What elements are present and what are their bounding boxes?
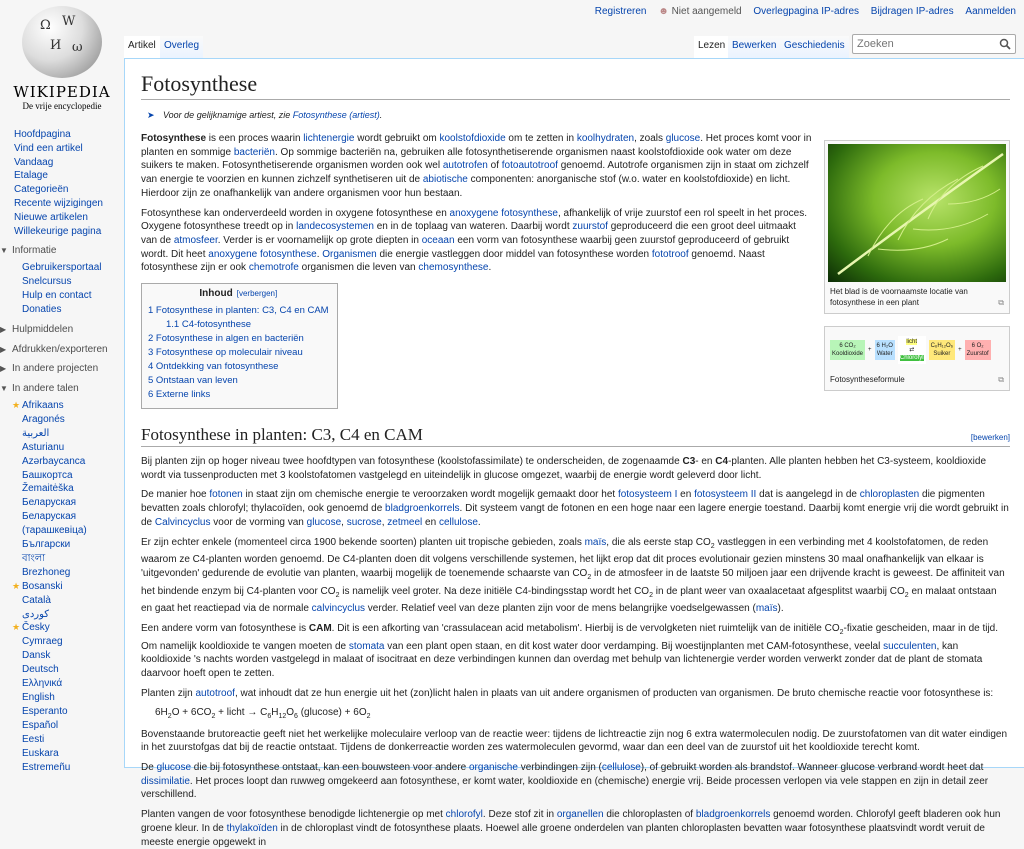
sidebar-item-hoofdpagina[interactable]: Hoofdpagina bbox=[14, 129, 71, 140]
language-link[interactable]: English bbox=[22, 692, 55, 704]
login-link[interactable]: Aanmelden bbox=[965, 6, 1016, 17]
language-link[interactable]: ★ Česky bbox=[12, 622, 50, 634]
reaction-equation: $6H_2O + 6CO_2$ + licht → $C_6H_{12}O_6$ $(glucose) + 6O_2$ bbox=[155, 706, 371, 720]
formula-co2: 6 CO₂ Kooldioxide bbox=[830, 340, 865, 360]
portal-afdrukken-exporteren bbox=[0, 343, 124, 357]
enlarge-icon[interactable]: ⧉ bbox=[998, 298, 1004, 307]
inline-link[interactable]: fotonen bbox=[209, 489, 243, 501]
formula-image[interactable] bbox=[828, 330, 1006, 370]
inline-link[interactable]: bladgroenkorrels bbox=[385, 503, 460, 515]
section-paragraph: Bovenstaande brutoreactie geeft niet het werkelijke moleculaire verloop van de reactie weer: tijdens de lichtreactie zijn nog 6 extra watermoleculen nodig. De zuurstofatomen van dit water eindigen in het zuurstofgas dat bij de reactie ontstaat. Tijdens de donkerreactie worden zes watermoleculen gevormd, waar dan een deel van de zuurstof uit het kooldioxide terecht komt. bbox=[141, 728, 1008, 754]
featured-star-icon: ★ bbox=[12, 399, 21, 410]
sidebar bbox=[0, 128, 124, 774]
section-paragraph: Bij planten zijn op hoger niveau twee hoofdtypen van fotosynthese (koolstofassimilate) te onderscheiden, de zogenaamde C3- en C4-planten. Alle planten hebben het C3-systeem, kooldioxide wordt via tussenproducten met 3 koolstofatomen vastgelegd en uiteindelijk in glucose omgezet, waarbij de energie wordt geleverd door licht. bbox=[141, 456, 987, 481]
inline-link[interactable]: anoxygene fotosynthese bbox=[208, 248, 317, 260]
language-link[interactable]: Ελληνικά bbox=[22, 678, 63, 690]
featured-star-icon: ★ bbox=[12, 580, 21, 591]
portal-informatie bbox=[0, 244, 124, 316]
sidebar-item-donaties[interactable]: Donaties bbox=[22, 303, 62, 315]
toc-item[interactable]: 4 Ontdekking van fotosynthese bbox=[148, 361, 279, 373]
language-link[interactable]: Dansk bbox=[22, 650, 51, 662]
toc-item[interactable]: 6 Externe links bbox=[148, 389, 211, 401]
inline-link[interactable]: koolstofdioxide bbox=[439, 133, 506, 144]
sidebar-item-gebruikersportaal[interactable]: Gebruikersportaal bbox=[22, 262, 102, 274]
search-icon[interactable] bbox=[999, 38, 1011, 50]
inline-link[interactable]: cellulose bbox=[438, 516, 478, 528]
inline-link[interactable]: succulenten bbox=[883, 640, 937, 652]
section-paragraph: Er zijn echter enkele (momenteel circa 1900 bekende soorten) planten uit tropische gebieden, zoals maïs, die als eerste stap $CO_2$ vastleggen in een verbinding met 4 koolstofatomen, de reden waarom ze C4-planten worden genoemd. De C4-planten doen dit volgens verschillende systemen, het lijkt erop dat dit proces evolutionair gezien minstens 30 maal onafhankelijk van elkaar is 'uitgevonden' gedurende de evolutie van planten, waarbij mogelijk de toenemende schaarste van $CO_2$ in de atmosfeer in de laatste 50 miljoen jaar een drijvende kracht is geweest. De affiniteit van het bindende enzym bij C4-planten voor $CO_2$ is namelijk veel groter. Na deze initiële C4-bindingsstap wordt het $CO_2$ in de plant weer van oxaalacetaat afgesplitst waarbij $CO_2$ en malaat ontstaan en gaat het reactiepad via de normale calvincyclus verder. Relatief veel van deze planten zijn voor de mens belangrijke voedselgewassen (maïs). bbox=[141, 536, 1005, 615]
intro-paragraph-1: Fotosynthese is een proces waarin lichtenergie wordt gebruikt om koolstofdioxide om te zetten in koolhydraten, zoals glucose. Het proces komt voor in planten en sommige bacteriën. Op sommige bacteriën na, gebruiken alle fotosynthetiserende organismen naast koolstofdioxide ook water om deze suikers te maken. Fotosynthetiserende organismen worden ook wel autotrofen of fotoautotroof genoemd. Autotrofe organismen zijn in staat om zichzelf van energie te voorzien en kunnen zichzelf synthetiseren uit de abiotische componenten: anorganische stof (w.o. water en koolstofdioxide) en licht. Hierdoor zijn ze onafhankelijk van andere organismen voor hun bestaan. bbox=[141, 133, 812, 199]
portal-heading-languages[interactable]: ▼ In andere talen bbox=[0, 383, 79, 395]
toc-item[interactable]: 5 Ontstaan van leven bbox=[148, 375, 238, 387]
language-link[interactable]: Esperanto bbox=[22, 705, 68, 717]
inline-link[interactable]: organische bbox=[469, 761, 518, 773]
inline-link[interactable]: anoxygene fotosynthese bbox=[449, 207, 558, 219]
language-link[interactable]: ★ Afrikaans bbox=[12, 399, 64, 411]
inline-link[interactable]: glucose bbox=[665, 133, 701, 144]
language-link[interactable]: Estremeñu bbox=[22, 761, 71, 773]
sidebar-item-snelcursus[interactable]: Snelcursus bbox=[22, 276, 72, 288]
tab-talk[interactable]: Overleg bbox=[160, 36, 203, 58]
main-content bbox=[124, 58, 1024, 848]
inline-link[interactable]: Organismen bbox=[322, 248, 377, 260]
language-link[interactable]: বাংলা bbox=[22, 552, 46, 564]
section-paragraph: Planten zijn autotroof, wat inhoudt dat ze hun energie uit het (zon)licht halen in plaats van uit andere organismen of producten van organismen. De bruto chemische reactie voor fotosynthese is: bbox=[141, 687, 994, 699]
inline-link[interactable]: cellulose bbox=[601, 761, 641, 773]
inline-link[interactable]: landecosystemen bbox=[296, 221, 374, 233]
language-link[interactable]: Aragonés bbox=[22, 413, 65, 425]
inline-link[interactable]: chemotrofe bbox=[248, 262, 299, 274]
thumbnail-caption: Fotosyntheseformule ⧉ bbox=[830, 375, 1004, 384]
formula-o2: 6 O₂ Zuurstof bbox=[965, 340, 991, 360]
user-icon: ☻ bbox=[658, 6, 669, 17]
collapse-arrow-icon: ▶ bbox=[0, 364, 7, 374]
language-link[interactable]: Euskara bbox=[22, 747, 59, 759]
section-paragraph: De glucose die bij fotosynthese ontstaat, kan een bouwsteen voor andere organische verbindingen zijn (cellulose), of gebruikt worden als brandstof. Wanneer glucose verbrand wordt heet dat dissimilatie. Het proces loopt dan ruwweg omgekeerd aan fotosynthese, er komt water, kooldioxide en (chemische) energie vrij. Beide processen verlopen via vele stappen en zijn in detail zeer verschillend. bbox=[141, 761, 989, 801]
portal-heading-afdrukken-exporteren[interactable]: ▶ Afdrukken/exporteren bbox=[0, 343, 108, 355]
language-link[interactable]: Español bbox=[22, 719, 59, 731]
sidebar-item-etalage[interactable]: Etalage bbox=[14, 170, 48, 182]
language-link[interactable]: Brezhoneg bbox=[22, 566, 71, 578]
leaf-image[interactable] bbox=[828, 144, 1006, 282]
language-link[interactable]: Eesti bbox=[22, 733, 45, 745]
language-link[interactable]: Cymraeg bbox=[22, 636, 63, 648]
sidebar-item-willekeurige-pagina[interactable]: Willekeurige pagina bbox=[14, 225, 102, 237]
language-link[interactable]: Беларуская bbox=[22, 497, 77, 509]
inline-link[interactable]: bladgroenkorrels bbox=[695, 809, 771, 821]
formula-h2o: 6 H₂O Water bbox=[875, 340, 895, 360]
featured-star-icon: ★ bbox=[12, 622, 21, 633]
inline-link[interactable]: stomata bbox=[348, 640, 385, 652]
ip-talk-link[interactable]: Overlegpagina IP-adres bbox=[753, 6, 860, 17]
portal-languages bbox=[0, 382, 124, 774]
inline-link[interactable]: chloroplasten bbox=[859, 489, 920, 501]
inline-link[interactable]: lichtenergie bbox=[303, 133, 355, 144]
tab-read[interactable]: Lezen bbox=[694, 36, 729, 58]
inline-link[interactable]: bacteriën bbox=[233, 146, 275, 158]
section-heading: Fotosynthese in planten: C3, C4 en CAM [bewerken] bbox=[141, 425, 1010, 447]
inline-link[interactable]: autotrofen bbox=[442, 160, 488, 172]
portal-heading-informatie[interactable]: ▼ Informatie bbox=[0, 245, 57, 257]
section-paragraph: Planten vangen de voor fotosynthese benodigde lichtenergie op met chlorofyl. Deze stof zit in organellen die chloroplasten of bladgroenkorrels genoemd worden. Chlorofyl geeft bladeren ook hun groene kleur. In de thylakoïden in de chloroplast vindt de fotosynthese plaats. Hoewel alle groene onderdelen van planten chloroplasten bevatten waar fotosynthese plaatsvindt wordt veruit de meeste energie opgewekt in bbox=[141, 809, 1001, 848]
language-link[interactable]: Žemaitėška bbox=[22, 483, 74, 495]
language-link[interactable]: Български bbox=[22, 539, 71, 551]
hatnote-link[interactable]: Fotosynthese (artiest) bbox=[292, 110, 380, 120]
sidebar-item-vind-een-artikel[interactable]: Vind een artikel bbox=[14, 142, 83, 154]
personal-tools bbox=[595, 6, 1016, 17]
toc-item[interactable]: 1.1 C4-fotosynthese bbox=[166, 319, 252, 331]
anon-status: ☻ Niet aangemeld bbox=[658, 6, 742, 17]
language-link[interactable]: Asturianu bbox=[22, 441, 65, 453]
expand-arrow-icon: ▼ bbox=[0, 246, 8, 256]
sidebar-item-vandaag[interactable]: Vandaag bbox=[14, 156, 54, 168]
thumbnail-caption: Het blad is de voornaamste locatie van fotosynthese in een plant ⧉ bbox=[830, 287, 1004, 307]
section-paragraph: Een andere vorm van fotosynthese is CAM. Dit is een afkorting van 'crassulacean acid metabolism'. Hierbij is de vervolgketen niet ruimtelijk van de initiële $CO_2$-fixatie gescheiden, maar in de tijd. Om namelijk kooldioxide te vangen moeten de stomata van een plant open staan, en dit kost water door verdamping. Bij woestijnplanten met CAM-fotosynthese, veelal succulenten, kan kooldioxide 's nachts worden vastgelegd in malaat of isocitraat en deze verbindingen kunnen dan overdag met behulp van lichtenergie verder worden verwerkt zonder dat de plant de stomata daarvoor hoeft open te zetten. bbox=[141, 623, 999, 680]
language-link[interactable]: العربية bbox=[22, 427, 50, 439]
collapse-arrow-icon: ▶ bbox=[0, 324, 7, 334]
inline-link[interactable]: glucose bbox=[306, 516, 342, 528]
tab-history[interactable]: Geschiedenis bbox=[780, 36, 849, 58]
plus-sign: + bbox=[958, 347, 962, 353]
language-link[interactable]: ★ Bosanski bbox=[12, 580, 63, 592]
tab-article[interactable]: Artikel bbox=[124, 36, 160, 58]
inline-link[interactable]: koolhydraten bbox=[576, 133, 635, 144]
toc-toggle[interactable]: [verbergen] bbox=[236, 289, 278, 299]
inline-link[interactable]: fototroof bbox=[651, 248, 689, 260]
formula-sugar: C₆H₁₂O₆ Suiker bbox=[929, 340, 956, 360]
inline-link[interactable]: dissimilatie bbox=[141, 775, 190, 787]
ip-contribs-link[interactable]: Bijdragen IP-adres bbox=[870, 6, 954, 17]
inline-link[interactable]: abiotische bbox=[422, 174, 468, 186]
sidebar-navigation bbox=[0, 128, 124, 238]
toc-item[interactable]: 1 Fotosynthese in planten: C3, C4 en CAM bbox=[148, 305, 329, 317]
section-edit-link[interactable]: [bewerken] bbox=[970, 433, 1010, 443]
inline-link[interactable]: thylakoïden bbox=[226, 822, 278, 834]
page-title: Fotosynthese bbox=[141, 71, 1010, 100]
sidebar-item-hulp-en-contact[interactable]: Hulp en contact bbox=[22, 289, 92, 301]
inline-link[interactable]: zetmeel bbox=[387, 516, 423, 528]
toc-item[interactable]: 2 Fotosynthese in algen en bacteriën bbox=[148, 333, 304, 345]
formula-arrow: licht ⇄ Chlorofyl bbox=[898, 336, 926, 364]
sidebar-item-nieuwe-artikelen[interactable]: Nieuwe artikelen bbox=[14, 211, 88, 223]
inline-link[interactable]: autotroof bbox=[195, 687, 235, 699]
inline-link[interactable]: fotosysteem II bbox=[694, 489, 757, 501]
sidebar-item-recente-wijzigingen[interactable]: Recente wijzigingen bbox=[14, 197, 103, 209]
language-link[interactable]: Беларуская (тарашкевіца) bbox=[22, 511, 87, 537]
inline-link[interactable]: atmosfeer bbox=[173, 234, 218, 246]
inline-link[interactable]: maïs bbox=[755, 603, 778, 615]
portal-in-andere-projecten bbox=[0, 362, 124, 376]
thumbnail-formula bbox=[824, 326, 1010, 391]
portal-heading-in-andere-projecten[interactable]: ▶ In andere projecten bbox=[0, 363, 99, 375]
leaf-veins bbox=[828, 144, 1006, 282]
wikipedia-logo[interactable] bbox=[0, 0, 124, 120]
inline-link[interactable]: chemosynthese bbox=[418, 262, 489, 274]
logo-wordmark: WIKIPEDIA bbox=[13, 83, 111, 101]
language-link[interactable]: Deutsch bbox=[22, 664, 59, 676]
inline-link[interactable]: Calvincyclus bbox=[154, 516, 211, 528]
tab-edit[interactable]: Bewerken bbox=[728, 36, 780, 58]
collapse-arrow-icon: ▶ bbox=[0, 344, 7, 354]
inline-link[interactable]: oceaan bbox=[421, 234, 455, 246]
inline-link[interactable]: glucose bbox=[156, 761, 192, 773]
portal-heading-hulpmiddelen[interactable]: ▶ Hulpmiddelen bbox=[0, 323, 74, 335]
inline-link[interactable]: fotoautotroof bbox=[501, 160, 558, 172]
inline-link[interactable]: fotosysteem I bbox=[617, 489, 678, 501]
inline-link[interactable]: maïs bbox=[584, 536, 607, 548]
expand-arrow-icon: ▼ bbox=[0, 384, 8, 394]
section-paragraph: De manier hoe fotonen in staat zijn om chemische energie te veroorzaken wordt mogelijk gemaakt door het fotosysteem I en fotosysteem II dat is aangelegd in de chloroplasten die pigmenten bevatten zoals chlorofyl; thylacoïden, ook genoemd de bladgroenkorrels. Dit systeem vangt de fotonen en een hoge naar een lagere energie toestand. Daarbij komt energie vrij die wordt gebruikt in de Calvincyclus voor de vorming van glucose, sucrose, zetmeel en cellulose. bbox=[141, 489, 1009, 528]
plus-sign: + bbox=[868, 347, 872, 353]
sidebar-item-categorie-n[interactable]: Categorieën bbox=[14, 184, 69, 196]
language-link[interactable]: Català bbox=[22, 594, 51, 606]
enlarge-icon[interactable]: ⧉ bbox=[998, 375, 1004, 384]
table-of-contents bbox=[141, 283, 338, 409]
search-input[interactable] bbox=[853, 35, 993, 53]
intro-paragraph-2: Fotosynthese kan onderverdeeld worden in oxygene fotosynthese en anoxygene fotosynthese, afhankelijk of vrije zuurstof een rol speelt in het proces. Oxygene fotosynthese treedt op in landecosystemen en in de toplaag van wateren. Daarbij wordt zuurstof geproduceerd die een groot deel uitmaakt van de atmosfeer. Verder is er voornamelijk op grote diepten in oceaan een vorm van fotosynthese waarbij geen zuurstof geproduceerd of gebruikt wordt. Dit heet anoxygene fotosynthese. Organismen die energie vastleggen door middel van fotosynthese worden fototroof genoemd. Naast fotosynthese zijn er ook chemotrofe organismen die leven van chemosynthese. bbox=[141, 207, 807, 274]
thumbnail-leaf bbox=[824, 140, 1010, 314]
inline-link[interactable]: calvincyclus bbox=[311, 603, 366, 615]
toc-item[interactable]: 3 Fotosynthese op moleculair niveau bbox=[148, 347, 303, 359]
portal-hulpmiddelen bbox=[0, 323, 124, 337]
toc-title: Inhoud bbox=[199, 288, 233, 300]
inline-link[interactable]: sucrose bbox=[346, 516, 382, 528]
logo-tagline: De vrije encyclopedie bbox=[22, 101, 102, 111]
inline-link[interactable]: zuurstof bbox=[572, 221, 608, 233]
language-link[interactable]: Azərbaycanca bbox=[22, 455, 86, 467]
puzzle-globe-icon: Ω W И ω bbox=[22, 6, 102, 78]
inline-link[interactable]: organellen bbox=[556, 809, 604, 821]
register-link[interactable]: Registreren bbox=[594, 6, 647, 17]
language-link[interactable]: Башкортса bbox=[22, 469, 73, 481]
hatnote: ➤ Voor de gelijknamige artiest, zie Fotosynthese (artiest). bbox=[141, 110, 1010, 120]
language-link[interactable]: کوردی bbox=[22, 608, 50, 620]
inline-link[interactable]: chlorofyl bbox=[445, 809, 483, 821]
search-box bbox=[852, 34, 1016, 54]
